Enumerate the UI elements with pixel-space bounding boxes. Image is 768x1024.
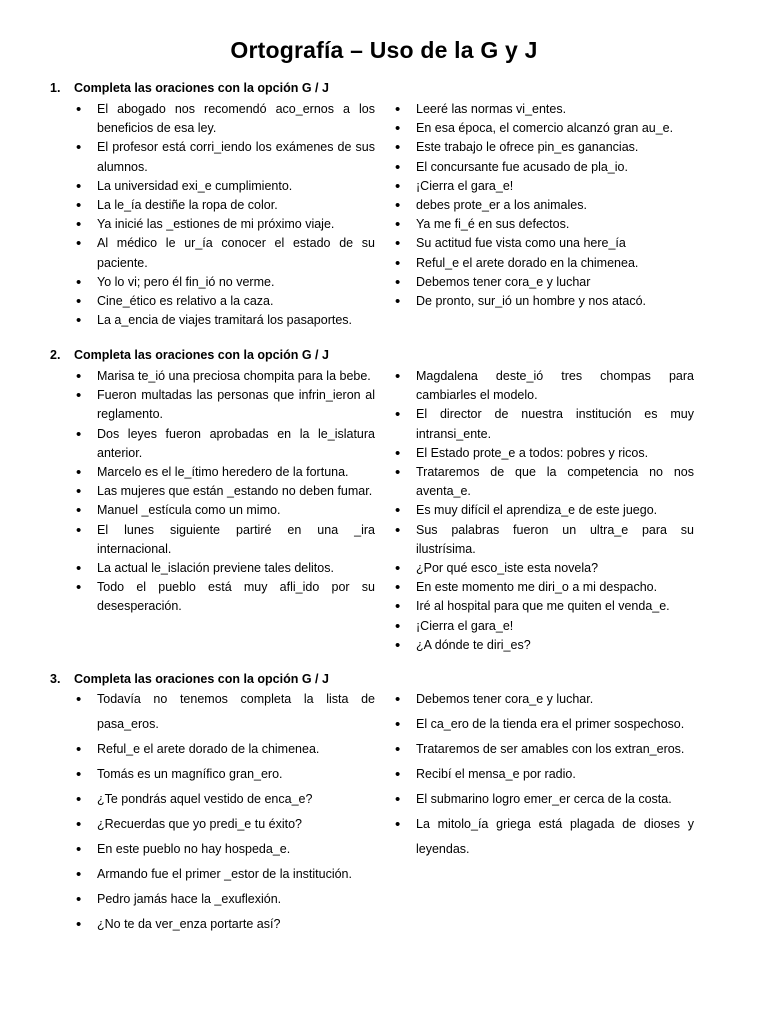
- sentence-column-left: [73, 687, 375, 937]
- sentence-item: • Recibí el mensa_e por radio.: [392, 762, 694, 787]
- sentence-item: • Marcelo es el le_ítimo heredero de la fortuna.: [73, 463, 375, 482]
- sentence-list: [73, 687, 375, 937]
- sentence-item: • Pedro jamás hace la _exuflexión.: [73, 887, 375, 912]
- sentence-item: • De pronto, sur_ió un hombre y nos atacó.: [392, 292, 694, 311]
- sentence-item: • La universidad exi_e cumplimiento.: [73, 177, 375, 196]
- sentence-item: • La a_encia de viajes tramitará los pasaportes.: [73, 311, 375, 330]
- sentence-item: • El concursante fue acusado de pla_io.: [392, 158, 694, 177]
- sentence-item: • El submarino logro emer_er cerca de la costa.: [392, 787, 694, 812]
- exercise-instruction: Completa las oraciones con la opción G / J: [74, 672, 329, 686]
- sentence-column-left: [73, 367, 375, 617]
- sentence-item: • La le_ía destiñe la ropa de color.: [73, 196, 375, 215]
- sentence-item: • Trataremos de ser amables con los extran_eros.: [392, 737, 694, 762]
- sentence-column-right: [392, 100, 694, 311]
- sentence-item: • Su actitud fue vista como una here_ía: [392, 234, 694, 253]
- sentence-list: [392, 367, 694, 655]
- exercise-number: 3.: [50, 672, 61, 686]
- sentence-item: • Armando fue el primer _estor de la institución.: [73, 862, 375, 887]
- sentence-item: • Este trabajo le ofrece pin_es ganancias.: [392, 138, 694, 157]
- sentence-item: • El lunes siguiente partiré en una _ira internacional.: [73, 521, 375, 559]
- sentence-item: • Cine_ético es relativo a la caza.: [73, 292, 375, 311]
- sentence-item: • ¿Por qué esco_iste esta novela?: [392, 559, 694, 578]
- exercise-heading: [50, 348, 329, 362]
- sentence-item: • Las mujeres que están _estando no deben fumar.: [73, 482, 375, 501]
- exercise-heading: [50, 81, 329, 95]
- sentence-item: • Ya inicié las _estiones de mi próximo viaje.: [73, 215, 375, 234]
- sentence-item: • Debemos tener cora_e y luchar: [392, 273, 694, 292]
- sentence-item: • ¿A dónde te diri_es?: [392, 636, 694, 655]
- sentence-item: • Fueron multadas las personas que infrin_ieron al reglamento.: [73, 386, 375, 424]
- exercise-number: 1.: [50, 81, 61, 95]
- sentence-item: • Dos leyes fueron aprobadas en la le_islatura anterior.: [73, 425, 375, 463]
- sentence-item: • ¡Cierra el gara_e!: [392, 617, 694, 636]
- sentence-item: • Tomás es un magnífico gran_ero.: [73, 762, 375, 787]
- sentence-item: • Yo lo vi; pero él fin_ió no verme.: [73, 273, 375, 292]
- sentence-item: • Es muy difícil el aprendiza_e de este juego.: [392, 501, 694, 520]
- exercise-number: 2.: [50, 348, 61, 362]
- sentence-item: • ¡Cierra el gara_e!: [392, 177, 694, 196]
- sentence-item: • El director de nuestra institución es muy intransi_ente.: [392, 405, 694, 443]
- sentence-item: • Todavía no tenemos completa la lista de pasa_eros.: [73, 687, 375, 737]
- sentence-item: • debes prote_er a los animales.: [392, 196, 694, 215]
- exercise-instruction: Completa las oraciones con la opción G / J: [74, 348, 329, 362]
- sentence-item: • Reful_e el arete dorado de la chimenea.: [73, 737, 375, 762]
- sentence-item: • Leeré las normas vi_entes.: [392, 100, 694, 119]
- sentence-item: • Sus palabras fueron un ultra_e para su ilustrísima.: [392, 521, 694, 559]
- sentence-item: • Al médico le ur_ía conocer el estado de su paciente.: [73, 234, 375, 272]
- page-title: Ortografía – Uso de la G y J: [230, 37, 538, 63]
- sentence-item: • ¿Recuerdas que yo predi_e tu éxito?: [73, 812, 375, 837]
- sentence-item: • El profesor está corri_iendo los exámenes de sus alumnos.: [73, 138, 375, 176]
- sentence-list: [392, 687, 694, 862]
- sentence-item: • Manuel _estícula como un mimo.: [73, 501, 375, 520]
- sentence-item: • ¿No te da ver_enza portarte así?: [73, 912, 375, 937]
- sentence-item: • La mitolo_ía griega está plagada de dioses y leyendas.: [392, 812, 694, 862]
- exercise-instruction: Completa las oraciones con la opción G / J: [74, 81, 329, 95]
- sentence-item: • En este pueblo no hay hospeda_e.: [73, 837, 375, 862]
- sentence-item: • El Estado prote_e a todos: pobres y ricos.: [392, 444, 694, 463]
- sentence-item: • Ya me fi_é en sus defectos.: [392, 215, 694, 234]
- sentence-item: • Reful_e el arete dorado en la chimenea.: [392, 254, 694, 273]
- sentence-item: • En esa época, el comercio alcanzó gran au_e.: [392, 119, 694, 138]
- sentence-item: • El ca_ero de la tienda era el primer sospechoso.: [392, 712, 694, 737]
- sentence-item: • Marisa te_ió una preciosa chompita para la bebe.: [73, 367, 375, 386]
- sentence-column-right: [392, 367, 694, 655]
- sentence-item: • La actual le_islación previene tales delitos.: [73, 559, 375, 578]
- sentence-item: • Debemos tener cora_e y luchar.: [392, 687, 694, 712]
- sentence-item: • Todo el pueblo está muy afli_ido por su desesperación.: [73, 578, 375, 616]
- sentence-item: • ¿Te pondrás aquel vestido de enca_e?: [73, 787, 375, 812]
- sentence-item: • Magdalena deste_ió tres chompas para cambiarles el modelo.: [392, 367, 694, 405]
- sentence-list: [73, 100, 375, 330]
- sentence-item: • Trataremos de que la competencia no nos aventa_e.: [392, 463, 694, 501]
- exercise-heading: [50, 672, 329, 686]
- sentence-item: • El abogado nos recomendó aco_ernos a los beneficios de esa ley.: [73, 100, 375, 138]
- sentence-column-right: [392, 687, 694, 862]
- sentence-list: [392, 100, 694, 311]
- sentence-item: • En este momento me diri_o a mi despacho.: [392, 578, 694, 597]
- sentence-item: • Iré al hospital para que me quiten el venda_e.: [392, 597, 694, 616]
- sentence-column-left: [73, 100, 375, 330]
- sentence-list: [73, 367, 375, 617]
